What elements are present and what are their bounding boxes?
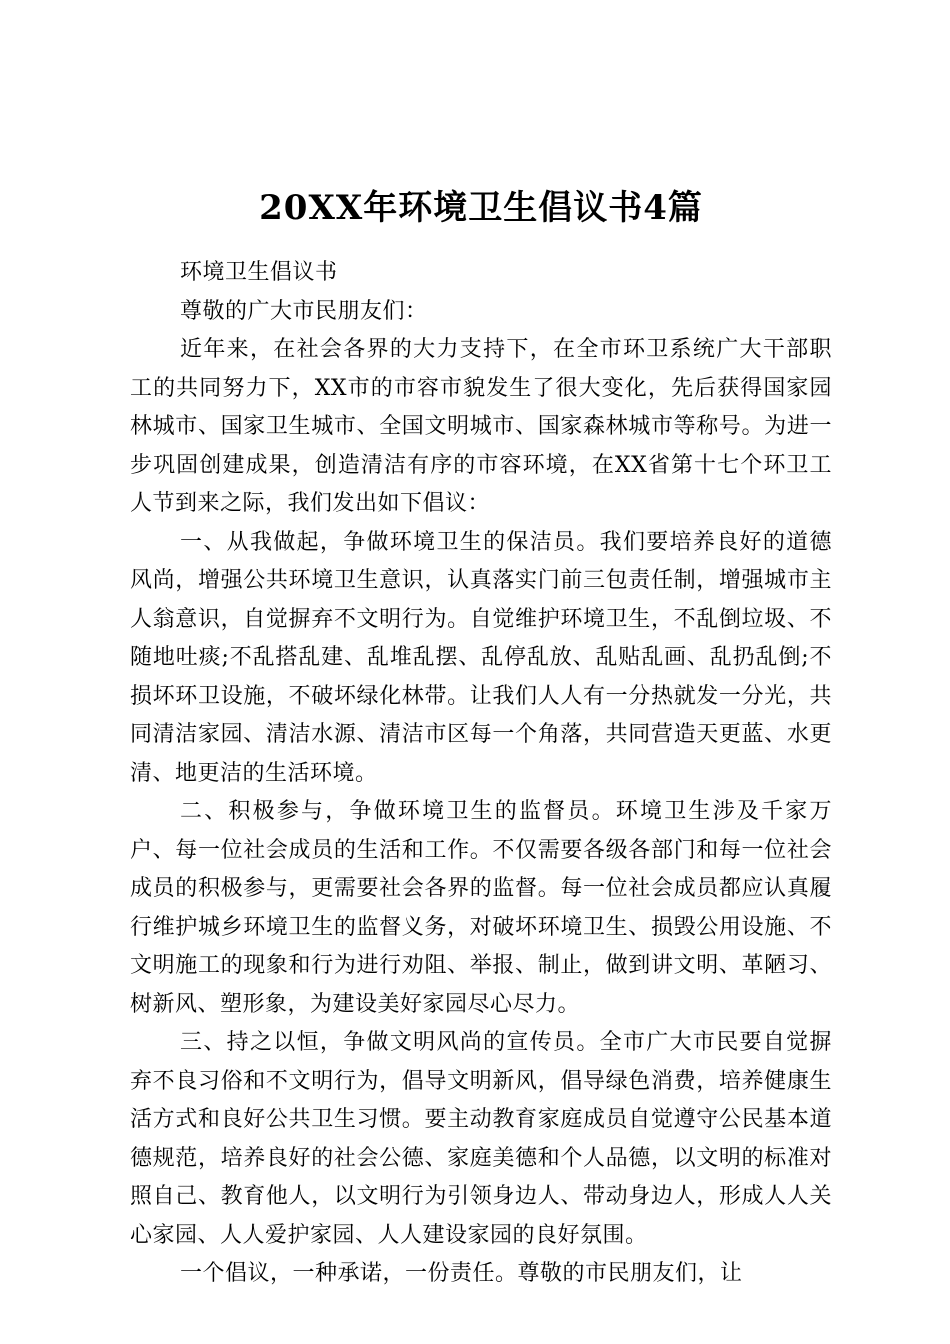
proposal-three-paragraph: 三、持之以恒，争做文明风尚的宣传员。全市广大市民要自觉摒弃不良习俗和不文明行为，倡导文明新风，倡导绿色消费，培养健康生活方式和良好公共卫生习惯。要主动教育家庭成员自觉遵守公民基本道德规范，培养良好的社会公德、家庭美德和个人品德，以文明的标准对照自己、教育他人，以文明行为引领身边人、带动身边人，形成人人关心家园、人人爱护家园、人人建设家园的良好氛围。 [130,1030,832,1248]
proposal-one-paragraph: 一、从我做起，争做环境卫生的保洁员。我们要培养良好的道德风尚，增强公共环境卫生意识，认真落实门前三包责任制，增强城市主人翁意识，自觉摒弃不文明行为。自觉维护环境卫生，不乱倒垃圾、不随地吐痰;不乱搭乱建、乱堆乱摆、乱停乱放、乱贴乱画、乱扔乱倒;不损坏环卫设施，不破坏绿化林带。让我们人人有一分热就发一分光，共同清洁家园、清洁水源、清洁市区每一个角落，共同营造天更蓝、水更清、地更洁的生活环境。 [130,529,832,786]
document-page [130,180,832,1294]
closing-paragraph: 一个倡议，一种承诺，一份责任。尊敬的市民朋友们，让 [180,1261,743,1286]
salutation: 尊敬的广大市民朋友们： [180,298,428,324]
proposal-two-paragraph: 二、积极参与，争做环境卫生的监督员。环境卫生涉及千家万户、每一位社会成员的生活和工作。不仅需要各级各部门和每一位社会成员的积极参与，更需要社会各界的监督。每一位社会成员都应认真履行维护城乡环境卫生的监督义务，对破坏环境卫生、损毁公用设施、不文明施工的现象和行为进行劝阻、举报、制止，做到讲文明、革陋习、树新风、塑形象，为建设美好家园尽心尽力。 [130,799,832,1017]
document-subtitle: 环境卫生倡议书 [180,260,338,285]
document-title: 20XX年环境卫生倡议书4篇 [259,188,703,228]
intro-paragraph: 近年来，在社会各界的大力支持下，在全市环卫系统广大干部职工的共同努力下，XX市的市容市貌发生了很大变化，先后获得国家园林城市、国家卫生城市、全国文明城市、国家森林城市等称号。为进一步巩固创建成果，创造清洁有序的市容环境，在XX省第十七个环卫工人节到来之际，我们发出如下倡议： [130,337,832,516]
